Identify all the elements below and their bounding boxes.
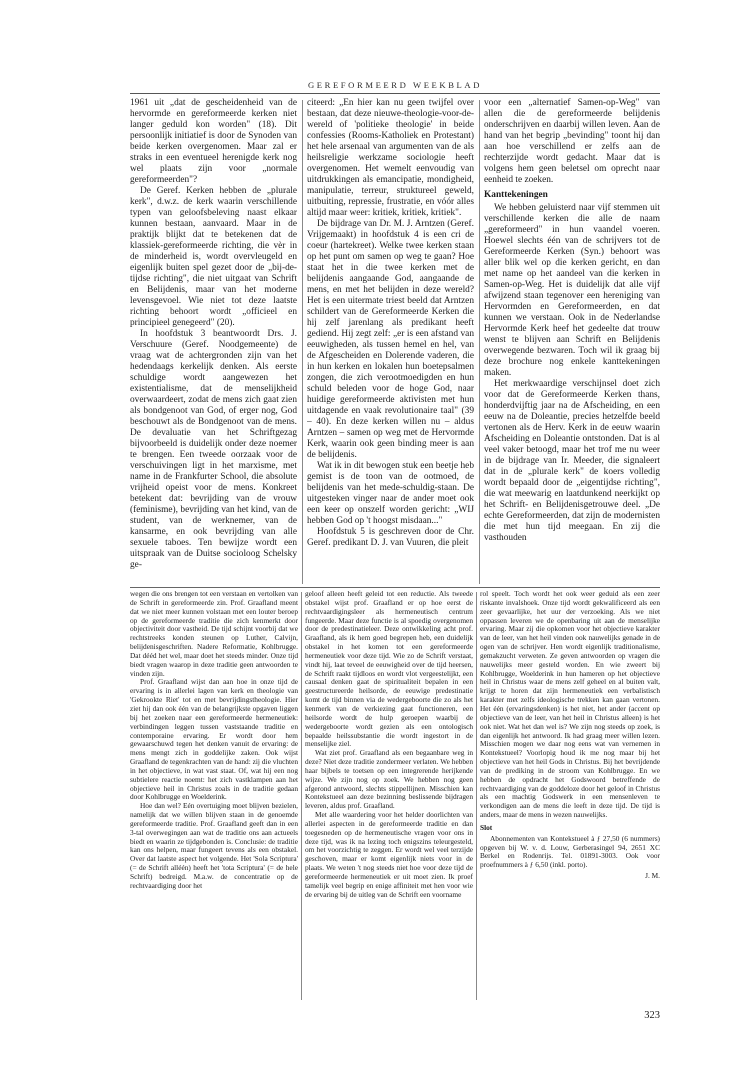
top-column-1 xyxy=(130,98,297,586)
paragraph: 1961 uit „dat de gescheidenheid van de hervormde en gereformeerde kerken niet langer geduld kon worden" (18). Dit persoonlijk initiatief is door de Synoden van beide kerken overgenomen. Maar zal er straks in een eventueel herenigde kerk nog wel plaats zijn voor „normale gereformeerden"? xyxy=(130,98,297,185)
column-divider xyxy=(476,592,477,1000)
paragraph: rol speelt. Toch wordt het ook weer geduid als een zeer riskante invalshoek. Onze tijd wordt gekwalificeerd als een zeer gevaarlijke, het uur der verzoeking. Als we niet oppassen leveren we de openbaring uit aan de menselijke ervaring. Maar zij die opkomen voor het objectieve karakter van de leer, van het heil vinden ook nauwelijks genade in de ogen van de schrijver. Hen wordt eigenlijk traditionalisme, gemakzucht verweten. Ze geven antwoorden op vragen die nauwelijks meer gesteld worden. En wie zweert bij Kohlbrugge, Woelderink in hun hameren op het objectieve heil in Christus waar de mens zelf geheel en al buiten valt, krijgt te horen dat zijn hermeneutiek een verbalistisch karakter met zelfs ideologische trekken kan gaan vertonen. Het één (ervaringsdenken) is het niet, het ander (accent op objectieve van de leer, van het heil in Christus alleen) is het ook niet. Wat het dan wel is? We zijn nog steeds op zoek, is dan eigenlijk het antwoord. Ik had graag meer willen lezen. Misschien mogen we daar nog eens wat van vernemen in Kontekstueel? Voorlopig houd ik me nog maar bij het objectieve van het heil Gods in Christus. Bij het bevrijdende van de prediking in de stroom van Kohlbrugge. En we hebben de opdracht het Godswoord betreffende de rechtvaardiging van de goddeloze door het geloof in Christus als een machtig Godswerk in een mensenleven te verkondigen aan de mens die leeft in deze tijd. De tijd is anders, maar de mens in wezen nauwelijks. xyxy=(480,590,660,820)
bottom-column-2 xyxy=(305,590,473,1002)
paragraph: Met alle waardering voor het helder doorlichten van allerlei aspecten in de gereformeerde traditie en dan toegesneden op de hermeneutische vragen voor ons in deze tijd, was ik na lezing toch enigszins teleurgesteld, om het voorzichtig te zeggen. Er wordt wel veel terzijde geschoven, maar er komt eigenlijk niets voor in de plaats. We weten 't nog steeds niet hoe voor deze tijd de gereformeerde hermeneutiek er uit moet zien. Ik proef tamelijk veel begrip en enige affiniteit met hen voor wie de ervaring bij de uitleg van de Schrift een voorname xyxy=(305,810,473,899)
paragraph: Hoe dan wel? Eén overtuiging moet blijven bezielen, namelijk dat we willen blijven staan in de genoemde gereformeerde traditie. Prof. Graafland geeft dan in een 3-tal overwegingen aan wat de traditie ons aan actueels biedt en waarin ze tijdgebonden is. Conclusie: de traditie kan ons helpen, maar fungeert tevens als een obstakel. Over dat laatste aspect het volgende. Het 'Sola Scriptura' (= de Schrift alléén) heeft het 'tota Scriptura' (= de hele Schrift) bedreigd. M.a.w. de concentratie op de rechtvaardiging door het xyxy=(130,801,298,890)
paragraph: Hoofdstuk 5 is geschreven door de Chr. Geref. predikant D. J. van Vuuren, die pleit xyxy=(307,527,474,548)
paragraph: wegen die ons brengen tot een verstaan en vertolken van de Schrift in gereformeerde zin. Prof. Graafland meent dat we niet meer kunnen volstaan met een louter beroep op de gereformeerde traditie die zich kenmerkt door objectiviteit door vastheid. De tijd schijnt voorbij dat we rechtstreeks konden steunen op Luther, Calvijn, belijdenisgeschriften. Nadere Reformatie, Kohlbrugge. Dat dééd het wel, maar doet het steeds minder. Onze tijd biedt vragen waarop in deze traditie geen antwoorden te vinden zijn. xyxy=(130,590,298,678)
section-heading: Kanttekeningen xyxy=(484,190,548,200)
paragraph: citeerd: „En hier kan nu geen twijfel over bestaan, dat deze nieuwe-theologie-voor-de-wereld of 'politieke theologie' in beide confessies (Rooms-Katholiek en Protestant) het hele arsenaal van argumenten van de als heilsreligie werkzame sociologie heeft overgenomen. Het wemelt eenvoudig van uitdrukkingen als emancipatie, mondigheid, manipulatie, terreur, struktureel geweld, uitbuiting, repressie, frustratie, en vóór alles altijd maar weer: kritiek, kritiek, kritiek". xyxy=(307,98,474,218)
header-rule xyxy=(130,93,660,94)
paragraph: Wat ik in dit bewogen stuk een beetje heb gemist is de toon van de ootmoed, de belijdenis van het mede-schuldig-staan. De uitgesteken vinger naar de ander moet ook een keer op onszelf worden gericht: „WIJ hebben God op 't hoogst misdaan..." xyxy=(307,461,474,526)
paragraph: De Geref. Kerken hebben de „plurale kerk", d.w.z. de kerk waarin verschillende typen van geloofsbeleving naast elkaar kunnen bestaan, aanvaard. Maar in de praktijk blijkt dat te betekenen dat de klassiek-gereformeerde richting, die vèr in de minderheid is, wordt overvleugeld en eigenlijk buiten spel gezet door de „bij-de-tijdse richting", die niet uitgaat van Schrift en Belijdenis, maar van het moderne levensgevoel. Wie niet tot deze laatste richting behoort wordt „officieel en principieel genegeerd" (20). xyxy=(130,186,297,328)
paragraph: Prof. Graafland wijst dan aan hoe in onze tijd de ervaring is in allerlei lagen van kerk en theologie van 'Gekrookte Riet' tot en met bevrijdingstheologie. Hier ziet hij dan ook één van de belangrijkste opgaven liggen bij het zoeken naar een gereformeerde hermeneutiek: verbindingen leggen tussen vaststaande traditie en contemporaine ervaring. Er wordt door hem gewaarschuwd tegen het denken vanuit de ervaring: de mens mengt zich in goddelijke zaken. Ook wijst Graafland de tegenkrachten van de hand: zij die vluchten in het objectieve, in wat vast staat. Of, wat hij een nog subtielere reactie noemt: het zich vastklampen aan het objectieve heil in Christus zoals in de traditie gedaan door Kohlbrugge en Woelderink. xyxy=(130,677,298,802)
top-column-3 xyxy=(484,98,660,586)
paragraph: Wat ziet prof. Graafland als een begaanbare weg in deze? Niet deze traditie zondermeer verlaten. We hebben haar bijbels te toetsen op een integrerende herijkende wijze. We zijn nog op zoek. We hebben nog geen afgerond antwoord, slechts stippellijnen. Misschien kan Kontekstueel aan deze bezinning beslissende bijdragen leveren, aldus prof. Graafland. xyxy=(305,748,473,811)
column-divider xyxy=(479,100,480,584)
bottom-column-1 xyxy=(130,590,298,1002)
paragraph: De bijdrage van Dr. M. J. Arntzen (Geref. Vrijgemaakt) in hoofdstuk 4 is een cri de coeur (hartekreet). Welke twee kerken staan op het punt om samen op weg te gaan? Hoe staat het in die twee kerken met de belijdenis aangaande God, aangaande de mens, en met het belijden in deze wereld? Het is een uitermate triest beeld dat Arntzen schildert van de Gereformeerde Kerken die hij zelf jarenlang als predikant heeft gediend. Hij zegt zelf: „er is een afstand van eeuwigheden, als tussen hemel en hel, van de Afgescheiden en Dolerende vaderen, die in hun kerken en lokalen hun boetepsalmen zongen, die zich verootmoedigden en hun schuld beleden voor de hoge God, naar huidige gereformeerde aktivisten met hun uitdagende en vaak revolutionaire taal" (39 – 40). En deze kerken willen nu – aldus Arntzen – samen op weg met de Hervormde Kerk, waarin ook geen binding meer is aan de belijdenis. xyxy=(307,219,474,460)
paragraph: voor een „alternatief Samen-op-Weg" van allen die de gereformeerde belijdenis onderschrijven en daarbij willen leven. Aan de hand van het begrip „bevinding" toont hij dan aan hoe verschillend er zelfs aan de rechterzijde wordt gedacht. Maar dat is volgens hem geen beletsel om oprecht naar eenheid te zoeken. xyxy=(484,98,660,185)
paragraph: We hebben geluisterd naar vijf stemmen uit verschillende kerken die alle de naam „gereformeerd" in hun vaandel voeren. Hoewel slechts één van de schrijvers tot de Gereformeerde Kerken (Syn.) behoort was aller blik wel op die kerken gericht, en dan met name op het aandeel van die kerken in Samen-op-Weg. Het is duidelijk dat alle vijf afwijzend staan tegenover een hereniging van Hervormden en Gereformeerden, en dat kunnen we verstaan. Ook in de Nederlandse Hervormde Kerk heef het gedeelte dat trouw wenst te blijven aan Schrift en Belijdenis overwegende bezwaren. Toch wil ik graag bij deze brochure nog enkele kanttekeningen maken. xyxy=(484,203,660,378)
section-rule xyxy=(130,587,660,588)
bottom-column-3 xyxy=(480,590,660,1002)
column-divider xyxy=(301,592,302,1000)
section-heading: Slot xyxy=(480,822,493,832)
running-header: GEREFORMEERD WEEKBLAD xyxy=(307,80,483,90)
paragraph: Het merkwaardige verschijnsel doet zich voor dat de Gereformeerde Kerken thans, honderdvijftig jaar na de Afscheiding, en een eeuw na de Doleantie, precies hetzelfde beeld vertonen als de Herv. Kerk in de eeuw waarin Afscheiding en Doleantie ontstonden. Dat is al veel vaker betoogd, maar het trof me nu weer in de bijdrage van Ir. Meeder, die signaleert dat in de „plurale kerk" de koers volledig wordt bepaald door de „eigentijdse richting", die wat meewarig en laatdunkend neerkijkt op het Schrift- en Belijdenisgetrouwe deel. „De echte Gereformeerden, dat zijn de modernisten die met hun tijd meegaan. En zij die vasthouden xyxy=(484,379,660,543)
column-divider xyxy=(302,100,303,584)
page-number: 323 xyxy=(644,1010,660,1021)
author-initials: J. M. xyxy=(645,871,660,881)
top-column-2 xyxy=(307,98,474,586)
paragraph: geloof alleen heeft geleid tot een reductie. Als tweede obstakel wijst prof. Graafland er op hoe eerst de rechtvaardigingsleer als hermeneutisch centrum fungeerde. Maar deze functie is al spoedig overgenomen door de predestinatieleer. Deze ontwikkeling acht prof. Graafland, als ik hem goed begrepen heb, een duidelijk obstakel in het komen tot een gereformeerde hermeneutiek voor deze tijd. Wie zo de Schrift verstaat, vindt hij, laat teveel de eeuwigheid over de tijd heersen, de Schrift raakt tijdloos en wordt vlot vergeestelijkt, een causaal denken gaat de spiritualiteit bepalen in een geestructureerde heilsorde, de eeuwige predestinatie komt de tijd binnen via de wedergeboorte die zo als het kenmerk van de verkiezing gaat functioneren, een heilsorde wordt de hulp geroepen waarbij de wedergeboorte wordt gezien als een ontologisch bepaalde heilssubstantie die wordt ingestort in de menselijke ziel. xyxy=(305,590,473,749)
paragraph: In hoofdstuk 3 beantwoordt Drs. J. Verschuure (Geref. Noodgemeente) de vraag wat de achtergronden zijn van het hedendaags kerkelijk denken. Als eerste schuldige wordt aangewezen het existentialisme, dat de menselijkheid overwaardeert, zodat de mens zich gaat zien als bondgenoot van God, of erger nog, God beschouwt als de Bondgenoot van de mens. De devaluatie van het Schriftgezag bijvoorbeeld is duidelijk onder deze noemer te brengen. Een tweede oorzaak voor de verschuivingen ligt in het marxisme, met name in de Frankfurter School, die absolute vrijheid opeist voor de mens. Konkreet betekent dat: bevrijding van de vrouw (feminisme), bevrijding van het kind, van de student, van de werknemer, van de kansarme, en ook bevrijding van alle sexuele taboes. Ten bewijze wordt een uitspraak van de Duitse socioloog Schelsky ge- xyxy=(130,329,297,570)
paragraph: Abonnementen van Kontekstueel à ƒ 27,50 (6 nummers) opgeven bij W. v. d. Louw, Gerberasingel 94, 2651 XC Berkel en Rodenrijs. Tel. 01891-3003. Ook voor proefnummers à ƒ 6,50 (inkl. porto). xyxy=(480,833,660,870)
